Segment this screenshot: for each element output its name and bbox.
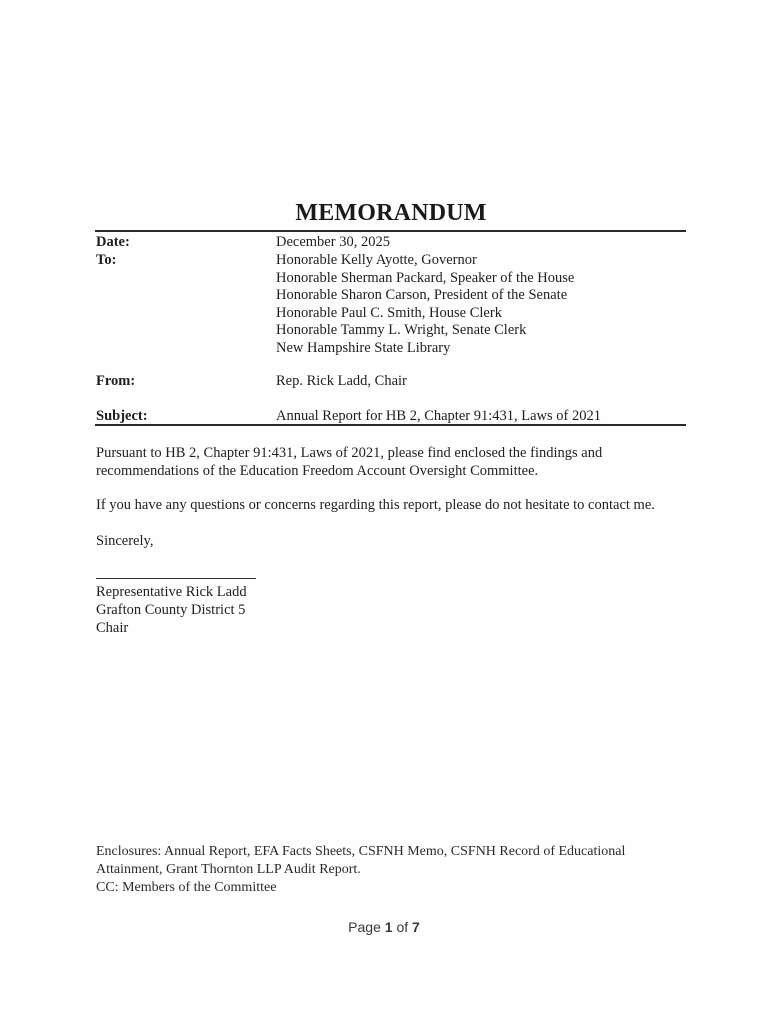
page-total: 7 <box>412 919 420 935</box>
recipient-item: Honorable Kelly Ayotte, Governor <box>276 252 477 268</box>
signature-line <box>96 578 256 579</box>
intro-line: recommendations of the Education Freedom Account Oversight Committee. <box>96 463 539 479</box>
header-rule-bottom <box>95 424 686 426</box>
recipient-item: Honorable Paul C. Smith, House Clerk <box>276 304 502 321</box>
from-value: Rep. Rick Ladd, Chair <box>276 373 407 389</box>
intro-paragraph <box>96 444 696 480</box>
page-of: of <box>396 919 409 935</box>
page-current: 1 <box>384 919 393 935</box>
subject-value: Annual Report for HB 2, Chapter 91:431, Laws of 2021 <box>276 408 601 424</box>
contact-paragraph: If you have any questions or concerns regarding this report, please do not hesitate to contact me. <box>96 497 655 513</box>
closing-text: Sincerely, <box>96 533 154 549</box>
subject-label: Subject: <box>96 408 148 424</box>
signature-block <box>96 583 247 637</box>
to-label: To: <box>96 252 117 268</box>
page-prefix: Page <box>348 919 381 935</box>
date-label: Date: <box>96 234 130 250</box>
memo-title: MEMORANDUM <box>295 200 487 226</box>
enclosures-line: Enclosures: Annual Report, EFA Facts Sheets, CSFNH Memo, CSFNH Record of Educational <box>96 844 626 859</box>
header-rule-top <box>95 230 686 232</box>
page-number <box>0 919 768 935</box>
intro-line: Pursuant to HB 2, Chapter 91:431, Laws of 2021, please find enclosed the findings and <box>96 445 603 461</box>
signature-name: Representative Rick Ladd <box>96 584 247 600</box>
cc-line: CC: Members of the Committee <box>96 880 277 895</box>
signature-district: Grafton County District 5 <box>96 602 246 618</box>
recipient-item: Honorable Sherman Packard, Speaker of the House <box>276 269 575 286</box>
recipient-list <box>276 252 686 358</box>
enclosures-line: Attainment, Grant Thornton LLP Audit Report. <box>96 862 361 877</box>
recipient-item: Honorable Tammy L. Wright, Senate Clerk <box>276 322 527 339</box>
recipient-item: New Hampshire State Library <box>276 339 451 356</box>
enclosures-block <box>96 843 696 897</box>
signature-role: Chair <box>96 620 129 636</box>
from-label: From: <box>96 373 136 389</box>
recipient-item: Honorable Sharon Carson, President of the Senate <box>276 287 568 304</box>
date-value: December 30, 2025 <box>276 234 390 250</box>
